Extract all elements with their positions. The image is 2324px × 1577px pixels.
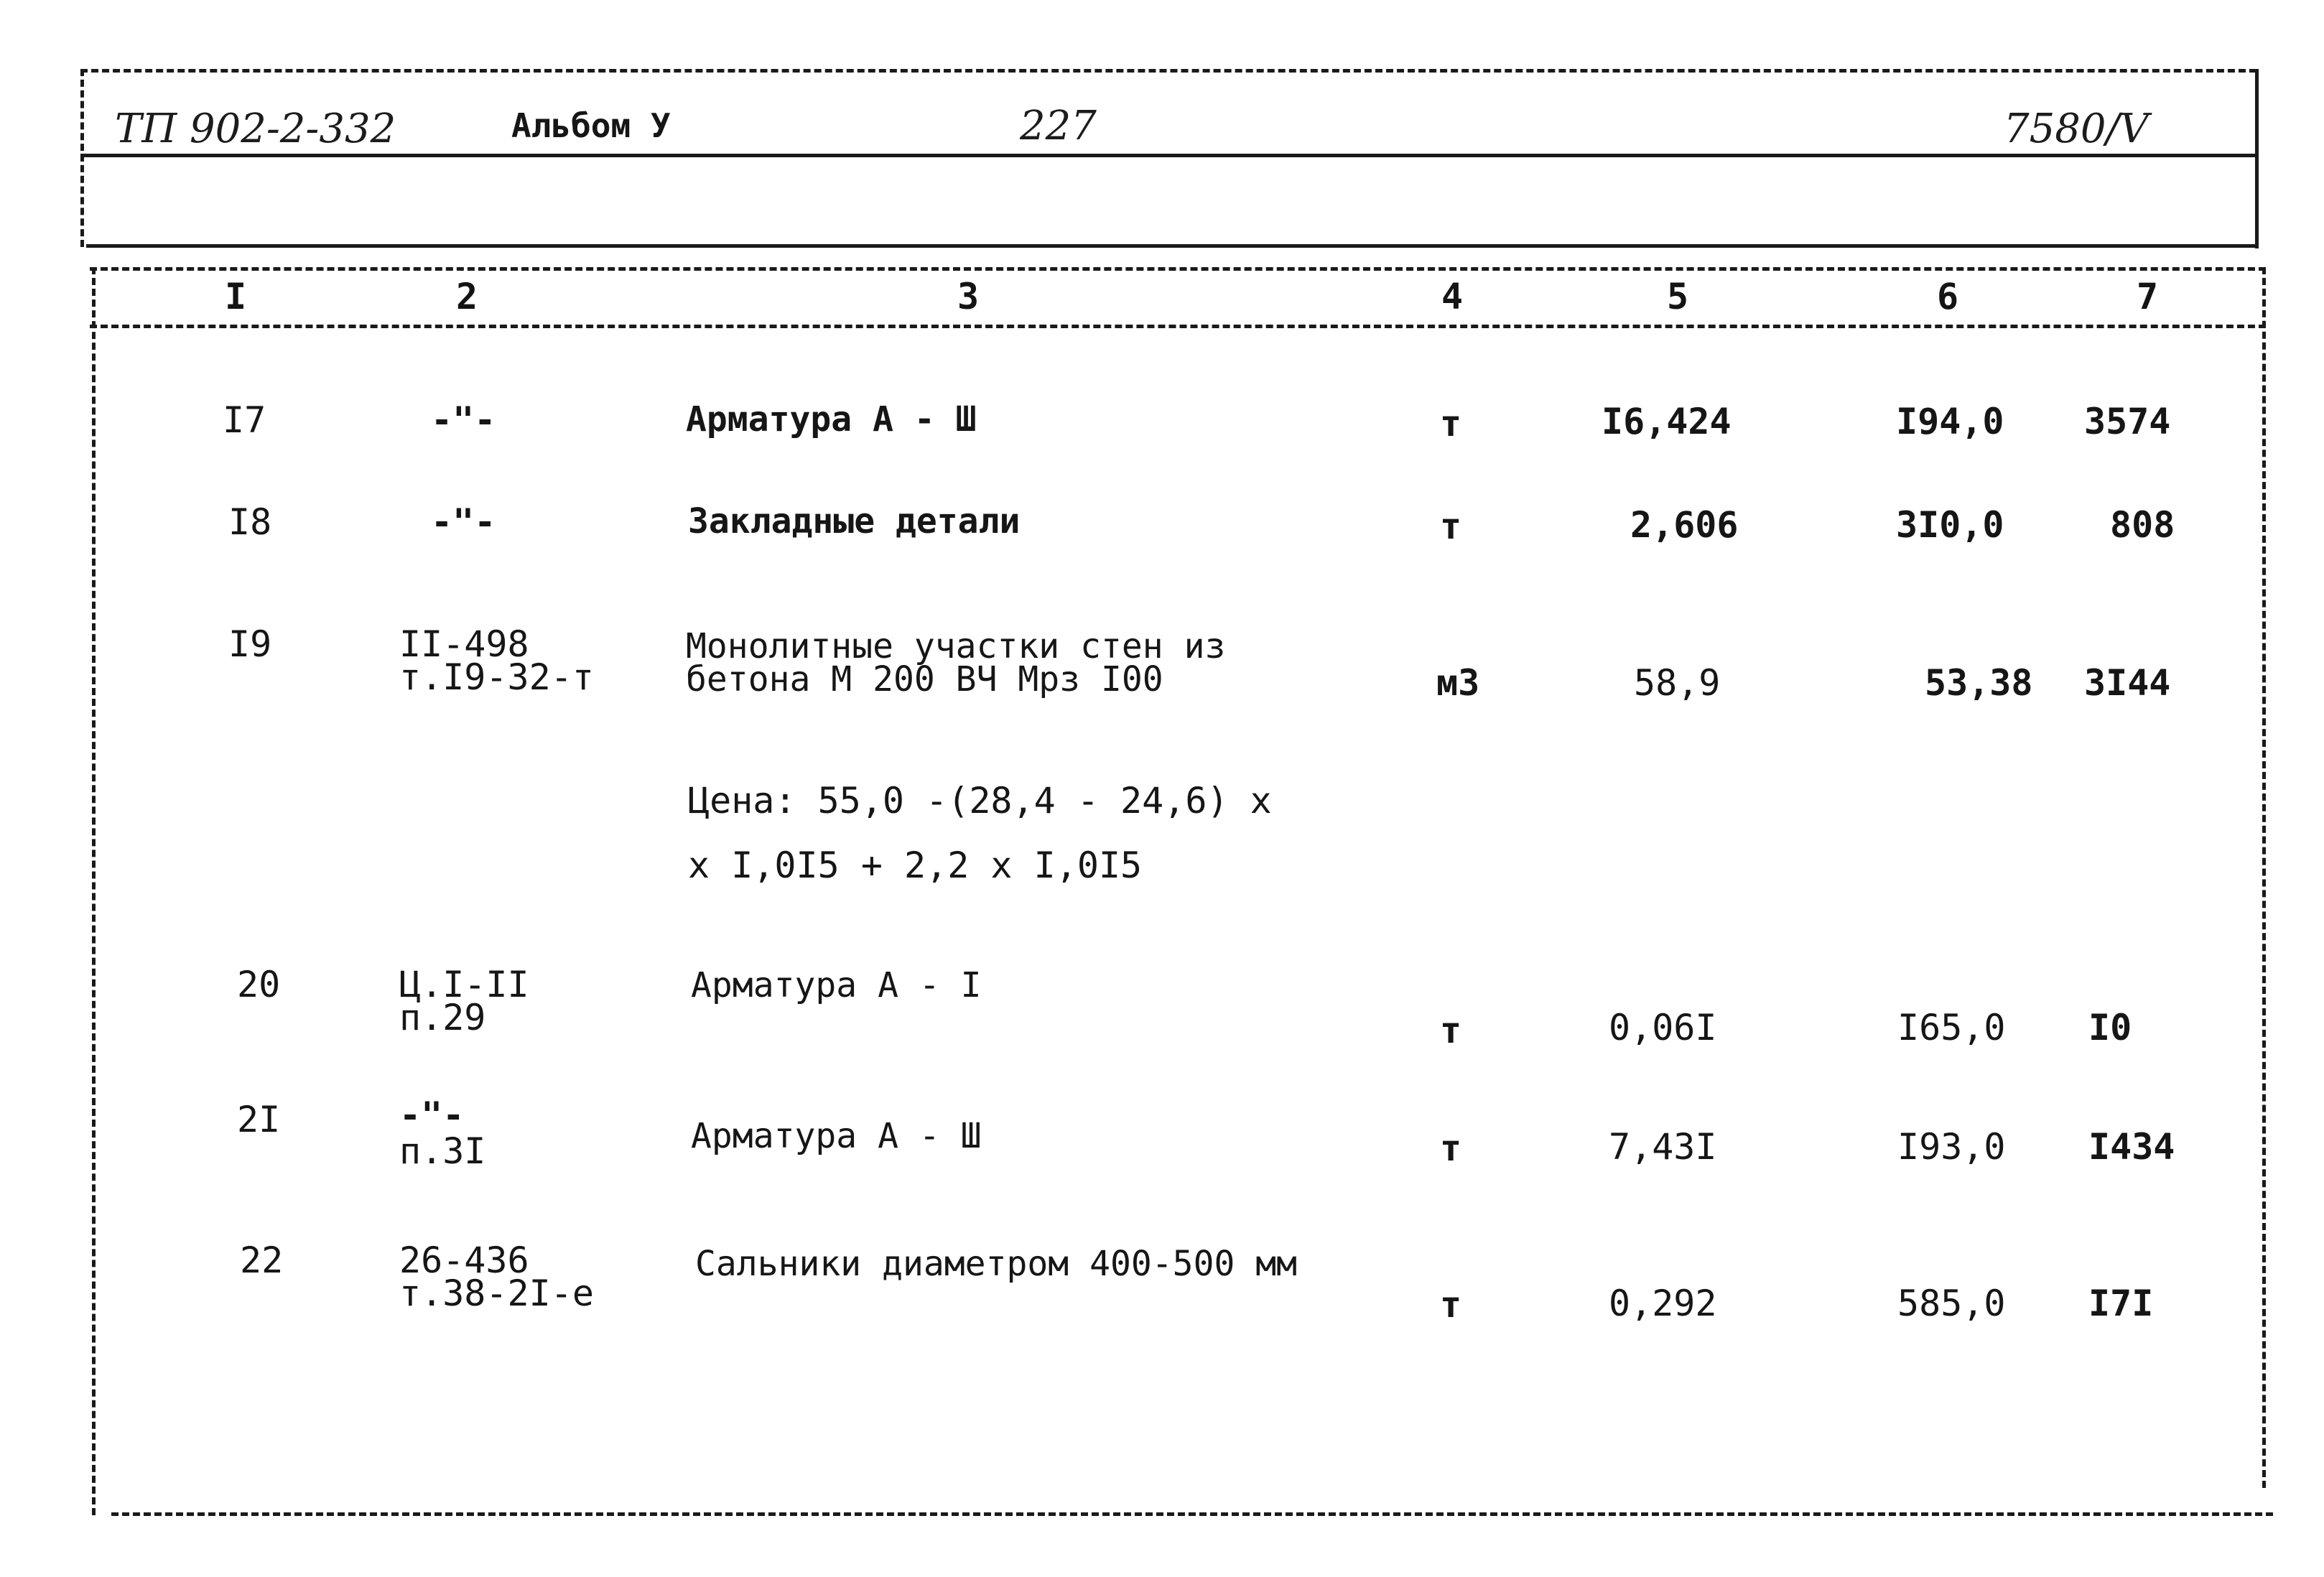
row-22-name: Сальники диаметром 400-500 мм [695, 1244, 1298, 1284]
row-17-name: Арматура А - Ш [686, 399, 977, 439]
row-22-number: 22 [240, 1239, 284, 1281]
frame-bottom-border [111, 1512, 2273, 1516]
column-header-4: 4 [1441, 276, 1464, 317]
row-19-name-line1: Монолитные участки стен из [686, 626, 1226, 666]
price-formula-line2: х I,0I5 + 2,2 х I,0I5 [688, 845, 1143, 886]
row-18-total: 808 [2110, 504, 2175, 546]
row-18-reference: -"- [431, 501, 496, 543]
column-header-1: I [224, 276, 247, 317]
row-18-name: Закладные детали [688, 501, 1021, 541]
row-22-reference-line1: 26-436 [399, 1239, 529, 1281]
frame-right-border-lower [2262, 267, 2266, 1488]
album-label: Альбом У [511, 106, 671, 145]
frame-left-border [80, 69, 84, 247]
row-21-quantity: 7,43I [1609, 1126, 1717, 1168]
row-21-reference-line2: п.3I [399, 1130, 486, 1172]
row-19-reference-line1: II-498 [399, 623, 529, 665]
column-header-top-border [90, 267, 2266, 271]
column-header-3: 3 [957, 276, 980, 317]
column-header-7: 7 [2136, 276, 2159, 317]
row-19-reference-line2: т.I9-32-т [399, 656, 594, 698]
row-22-reference-line2: т.38-2I-е [399, 1273, 594, 1314]
price-formula-line1: Цена: 55,0 -(28,4 - 24,6) х [688, 780, 1272, 822]
row-17-reference: -"- [431, 399, 496, 441]
frame-left-border-lower [92, 267, 96, 1515]
row-19-quantity: 58,9 [1634, 662, 1721, 704]
header-bottom-border [86, 244, 2258, 248]
row-20-number: 20 [237, 964, 281, 1005]
row-20-name: Арматура А - I [691, 965, 982, 1005]
row-18-quantity: 2,606 [1630, 504, 1739, 546]
row-18-unit: т [1440, 506, 1462, 547]
column-header-6: 6 [1936, 276, 1959, 317]
row-21-price: I93,0 [1897, 1126, 2006, 1168]
row-21-total: I434 [2088, 1126, 2175, 1168]
row-18-price: 3I0,0 [1896, 504, 2004, 546]
row-20-quantity: 0,06I [1609, 1007, 1717, 1048]
row-17-price: I94,0 [1896, 401, 2004, 442]
frame-top-border [80, 69, 2256, 73]
row-19-number: I9 [228, 623, 272, 665]
column-header-bottom-border [90, 325, 2266, 328]
row-17-quantity: I6,424 [1602, 401, 1732, 442]
row-21-name: Арматура А - Ш [691, 1116, 982, 1156]
row-17-unit: т [1440, 403, 1462, 445]
row-17-total: 3574 [2084, 401, 2171, 442]
row-20-price: I65,0 [1897, 1007, 2006, 1048]
column-header-5: 5 [1666, 276, 1689, 317]
row-21-number: 2I [237, 1099, 281, 1140]
frame-right-border [2255, 69, 2259, 248]
row-20-total: I0 [2088, 1007, 2132, 1048]
row-17-number: I7 [223, 399, 266, 441]
row-22-unit: т [1440, 1284, 1462, 1326]
row-21-unit: т [1440, 1127, 1462, 1169]
sheet-reference: 7580/V [2004, 106, 2149, 152]
header-divider [80, 154, 2256, 157]
row-22-quantity: 0,292 [1609, 1283, 1717, 1324]
row-22-price: 585,0 [1897, 1283, 2006, 1324]
row-21-reference-line1: -"- [399, 1094, 465, 1136]
row-20-reference-line1: Ц.I-II [399, 964, 529, 1005]
row-18-number: I8 [228, 501, 272, 543]
row-19-price: 53,38 [1925, 662, 2033, 704]
row-19-total: 3I44 [2084, 662, 2171, 704]
column-header-2: 2 [455, 276, 478, 317]
row-20-reference-line2: п.29 [399, 997, 486, 1038]
row-20-unit: т [1440, 1010, 1462, 1051]
row-22-total: I7I [2088, 1283, 2154, 1324]
row-19-unit: м3 [1436, 662, 1480, 704]
row-19-name-line2: бетона М 200 ВЧ Мрз I00 [686, 659, 1163, 699]
document-code: ТП 902-2-332 [115, 106, 396, 152]
page-number: 227 [1020, 103, 1097, 149]
